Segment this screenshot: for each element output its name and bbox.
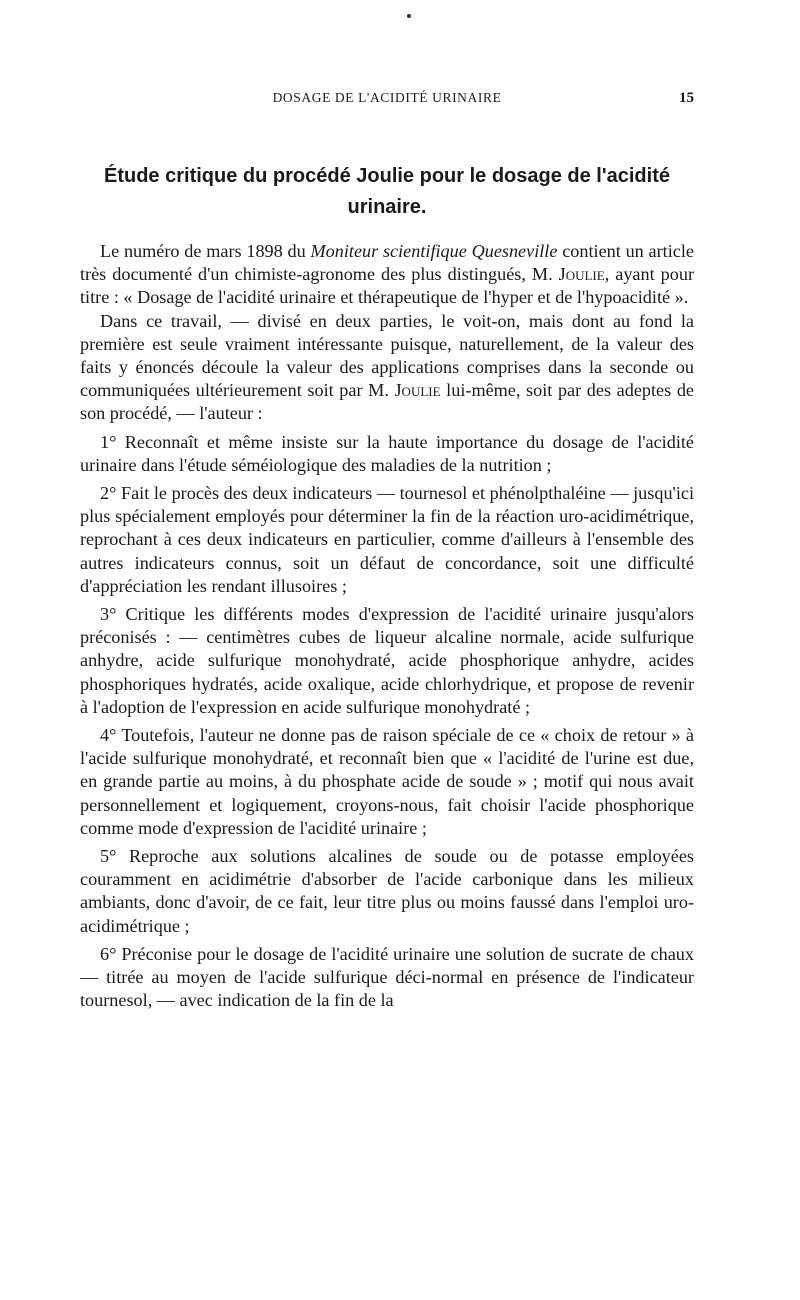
body-text [80, 240, 694, 1013]
author-name: Joulie [558, 264, 605, 285]
list-item-5: 5° Reproche aux solutions alcalines de soude ou de potasse employées couramment en acidimétrie d'absorber de l'acide carbonique dans les milieux ambiants, donc d'avoir, de ce fait, leur titre plus ou moins faussé dans l'emploi uro-acidimétrique ; [80, 846, 694, 936]
second-text-1: Dans ce travail, — divisé en deux parties, le voit-on, mais dont au fond la première est seule vraiment intéressante puisque, naturellement, de la valeur des faits y énoncés découle la valeur des applications comprises dans la seconde ou communiquées ultérieurement soit par M. [80, 310, 694, 401]
second-text-2: lui-même, soit par des adeptes de son procédé, — l'auteur : [80, 380, 694, 424]
author-name: Joulie [394, 380, 441, 401]
second-paragraph [80, 310, 694, 426]
intro-text-1: Le numéro de mars 1898 du [100, 241, 311, 261]
section-title: Étude critique du procédé Joulie pour le dosage de l'acidité urinaire. [104, 165, 670, 218]
intro-text-3: , ayant pour titre : « Dosage de l'acidité urinaire et thérapeutique de l'hyper et de l'hypoacidité ». [80, 264, 694, 308]
running-header [80, 88, 694, 108]
journal-title: Moniteur scientifique Quesneville [310, 241, 558, 261]
intro-text-2: contient un article très documenté d'un chimiste-agronome des plus distingués, M. [80, 241, 694, 285]
running-title: DOSAGE DE L'ACIDITÉ URINAIRE [272, 90, 502, 105]
list-item-1: 1° Reconnaît et même insiste sur la haute importance du dosage de l'acidité urinaire dans l'étude séméiologique des maladies de la nutrition ; [80, 431, 694, 475]
intro-paragraph [80, 240, 694, 310]
page-number: 15 [679, 90, 694, 106]
list-item-2: 2° Fait le procès des deux indicateurs — tournesol et phénolpthaléine — jusqu'ici plus spécialement employés pour déterminer la fin de la réaction uro-acidimétrique, reprochant à ces deux indicateurs en particulier, comme d'ailleurs à l'ensemble des autres indicateurs connus, soit un défaut de concordance, soit une difficulté d'appréciation les rendant illusoires ; [80, 483, 694, 596]
list-item-6: 6° Préconise pour le dosage de l'acidité urinaire une solution de sucrate de chaux — titrée au moyen de l'acide sulfurique déci-normal en présence de l'indicateur tournesol, — avec indication de la fin de la [80, 943, 694, 1011]
list-item-3: 3° Critique les différents modes d'expression de l'acidité urinaire jusqu'alors préconisés : — centimètres cubes de liqueur alcaline normale, acide sulfurique anhydre, acide sulfurique monohydraté, acide phosphorique anhydre, acides phosphoriques hydratés, acide oxalique, acide chlorhydrique, et propose de revenir à l'adoption de l'expression en acide sulfurique monohydraté ; [80, 604, 694, 717]
list-item-4: 4° Toutefois, l'auteur ne donne pas de raison spéciale de ce « choix de retour » à l'acide sulfurique monohydraté, et reconnaît bien que « l'acidité de l'urine est due, en grande partie au moins, à du phosphate acide de soude » ; motif qui nous avait personnellement et logiquement, croyons-nous, fait choisir l'acide phosphorique comme mode d'expression de l'acidité urinaire ; [80, 725, 694, 838]
print-speck [407, 14, 411, 18]
